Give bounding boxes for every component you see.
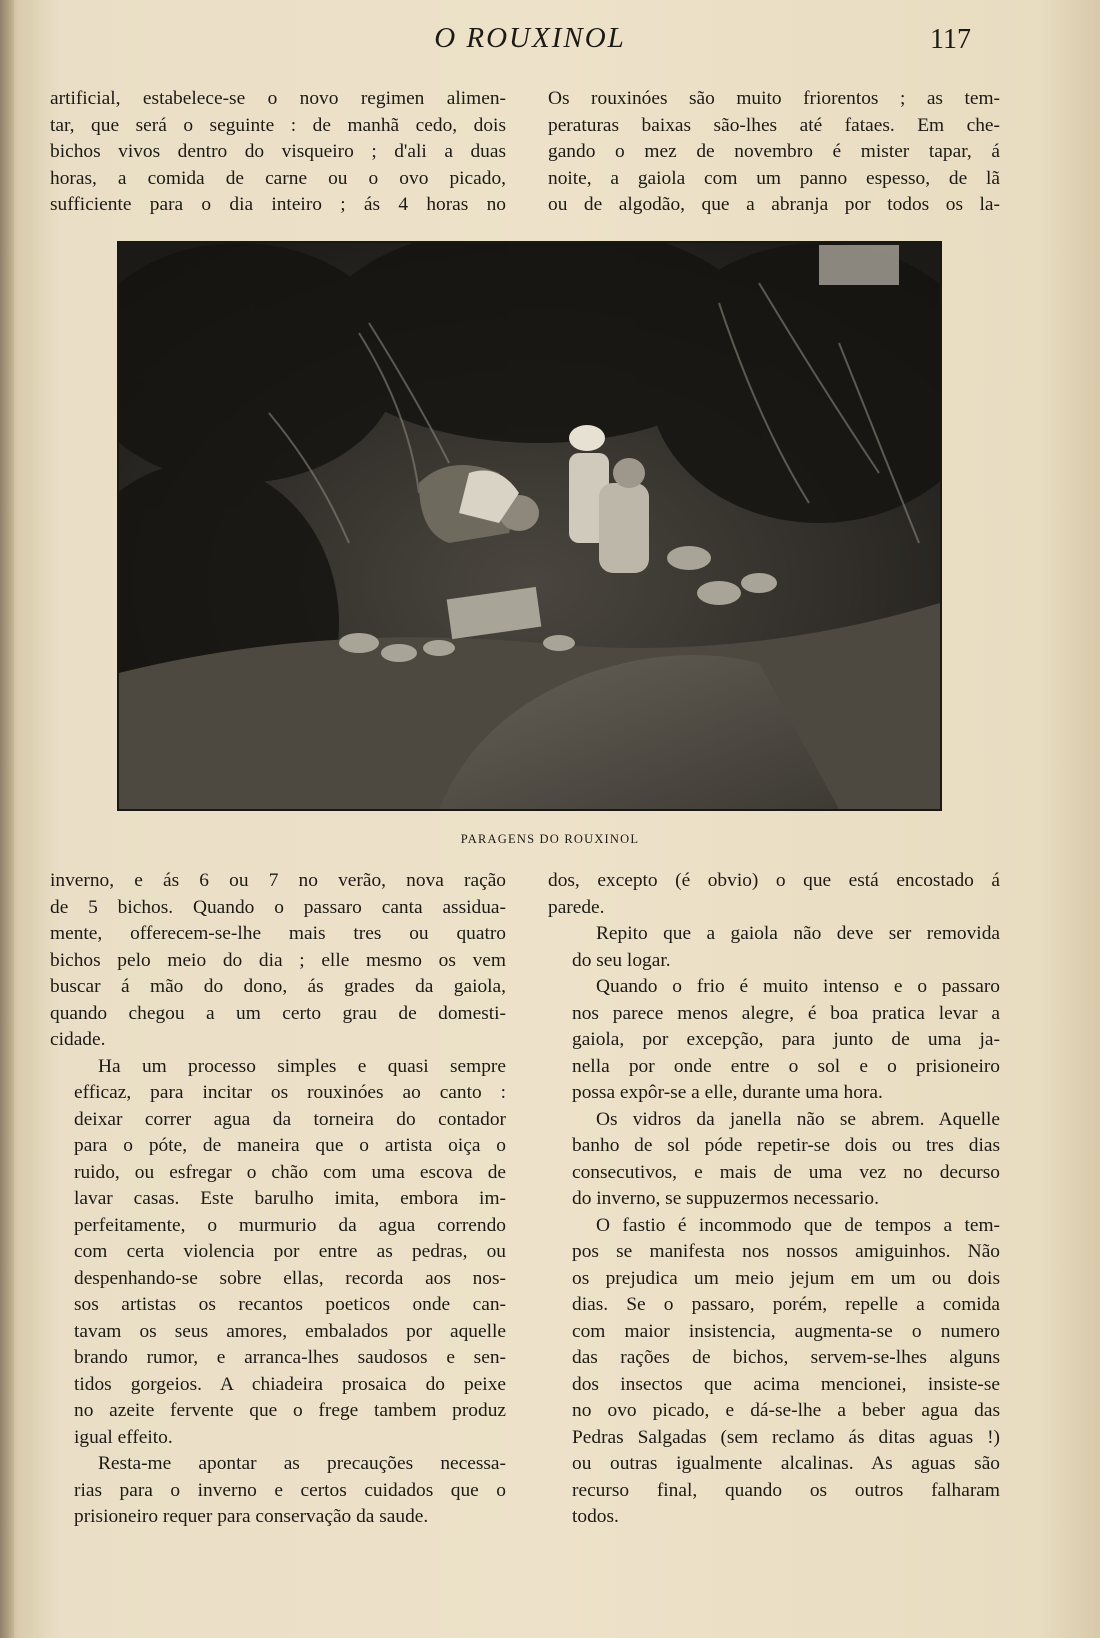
text-line: ou de algodão, que a abranja por todos os la- [548, 194, 1000, 215]
running-header [0, 22, 1100, 62]
text-line: noite, a gaiola com um panno espesso, de lã [548, 167, 1000, 189]
text-line: dias. Se o passaro, porém, repelle a comida [572, 1294, 1000, 1315]
text-line: artificial, estabelece-se o novo regimen alimen- [50, 88, 506, 109]
text-line: peraturas baixas são-lhes até fataes. Em che- [548, 114, 1000, 136]
text-line: todos. [572, 1506, 619, 1527]
text-line: com certa violencia por entre as pedras, ou [74, 1241, 506, 1262]
paragraph [50, 868, 506, 1054]
text-line: Ha um processo simples e quasi sempre [98, 1055, 506, 1077]
paragraph [50, 1451, 506, 1531]
top-left-column [50, 86, 506, 219]
text-line: Pedras Salgadas (sem reclamo ás ditas aguas !) [572, 1426, 1000, 1448]
paragraph [548, 974, 1000, 1107]
photograph-illustration [119, 243, 940, 809]
bottom-right-column [548, 868, 1000, 1531]
paragraph [548, 868, 1000, 921]
text-line: bichos vivos dentro do visqueiro ; d'ali a duas [50, 141, 506, 162]
paragraph [548, 921, 1000, 974]
running-title: O ROUXINOL [434, 22, 626, 54]
text-line: dos, excepto (é obvio) o que está encostado á [548, 870, 1000, 891]
page-number: 117 [930, 24, 971, 55]
text-line: deixar correr agua da torneira do contador [74, 1108, 506, 1130]
bottom-left-column [50, 868, 506, 1531]
text-line: os prejudica um meio jejum em um ou dois [572, 1267, 1000, 1289]
text-line: brando rumor, e arranca-lhes saudosos e sen- [74, 1347, 506, 1368]
text-line: nella por onde entre o sol e o prisioneiro [572, 1055, 1000, 1077]
text-line: mente, offerecem-se-lhe mais tres ou quatro [50, 923, 506, 944]
paragraph [548, 1107, 1000, 1213]
text-line: O fastio é incommodo que de tempos a tem- [596, 1214, 1000, 1236]
text-line: gaiola, por excepção, para junto de uma ja- [572, 1029, 1000, 1050]
text-line: efficaz, para incitar os rouxinóes ao canto : [74, 1082, 506, 1103]
text-line: recurso final, quando os outros falharam [572, 1479, 1000, 1501]
text-line: de 5 bichos. Quando o passaro canta assidua- [50, 896, 506, 918]
text-line: tidos gorgeios. A chiadeira prosaica do peixe [74, 1373, 506, 1395]
text-line: banho de sol póde repetir-se dois ou tres dias [572, 1135, 1000, 1156]
text-line: parede. [548, 896, 605, 918]
photograph-figure [117, 241, 942, 811]
text-line: no azeite fervente que o frege tambem produz [74, 1400, 506, 1421]
text-line: bichos pelo meio do dia ; elle mesmo os vem [50, 949, 506, 971]
top-right-column [548, 86, 1000, 219]
text-line: do seu logar. [572, 949, 671, 971]
text-line: despenhando-se sobre ellas, recorda aos nos- [74, 1267, 506, 1289]
text-line: possa expôr-se a elle, durante uma hora. [572, 1082, 883, 1103]
text-line: buscar á mão do dono, ás grades da gaiola, [50, 976, 506, 997]
text-line: Os vidros da janella não se abrem. Aquelle [596, 1108, 1000, 1130]
text-line: consecutivos, e mais de uma vez no decurso [572, 1161, 1000, 1183]
text-line: tavam os seus amores, embalados por aquelle [74, 1320, 506, 1342]
text-line: do inverno, se suppuzermos necessario. [572, 1188, 879, 1209]
text-line: perfeitamente, o murmurio da agua correndo [74, 1214, 506, 1236]
text-line: Quando o frio é muito intenso e o passaro [596, 976, 1000, 997]
text-line: quando chegou a um certo grau de domesti- [50, 1002, 506, 1024]
text-line: no ovo picado, e dá-se-lhe a beber agua das [572, 1400, 1000, 1421]
book-spine-shadow [0, 0, 14, 1638]
text-line: sufficiente para o dia inteiro ; ás 4 horas no [50, 194, 506, 215]
text-line: ruido, ou esfregar o chão com uma escova de [74, 1161, 506, 1183]
text-line: Os rouxinóes são muito friorentos ; as tem- [548, 88, 1000, 109]
text-line: cidade. [50, 1029, 106, 1050]
text-line: horas, a comida de carne ou o ovo picado, [50, 167, 506, 189]
text-line: pos se manifesta nos nossos amiguinhos. Não [572, 1241, 1000, 1262]
text-line: das rações de bichos, servem-se-lhes alguns [572, 1347, 1000, 1368]
text-line: sos artistas os recantos poeticos onde can- [74, 1294, 506, 1315]
text-line: para o póte, de maneira que o artista oiça o [74, 1135, 506, 1156]
text-line: tar, que será o seguinte : de manhã cedo, dois [50, 114, 506, 136]
text-line: igual effeito. [74, 1426, 173, 1448]
text-line: ou outras igualmente alcalinas. As aguas são [572, 1453, 1000, 1474]
paragraph [548, 1213, 1000, 1531]
text-line: dos insectos que acima mencionei, insiste-se [572, 1373, 1000, 1395]
text-line: com maior insistencia, augmenta-se o numero [572, 1320, 1000, 1342]
text-line: nos parece menos alegre, é boa pratica levar a [572, 1002, 1000, 1024]
figure-caption: PARAGENS DO ROUXINOL [460, 832, 640, 846]
text-line: rias para o inverno e certos cuidados que o [74, 1479, 506, 1501]
text-line: lavar casas. Este barulho imita, embora im- [74, 1188, 506, 1209]
text-line: Repito que a gaiola não deve ser removida [596, 923, 1000, 944]
paragraph [50, 1054, 506, 1452]
text-line: prisioneiro requer para conservação da saude. [74, 1506, 429, 1527]
text-line: Resta-me apontar as precauções necessa- [98, 1453, 506, 1474]
text-line: inverno, e ás 6 ou 7 no verão, nova ração [50, 870, 506, 891]
text-line: gando o mez de novembro é mister tapar, á [548, 141, 1000, 162]
